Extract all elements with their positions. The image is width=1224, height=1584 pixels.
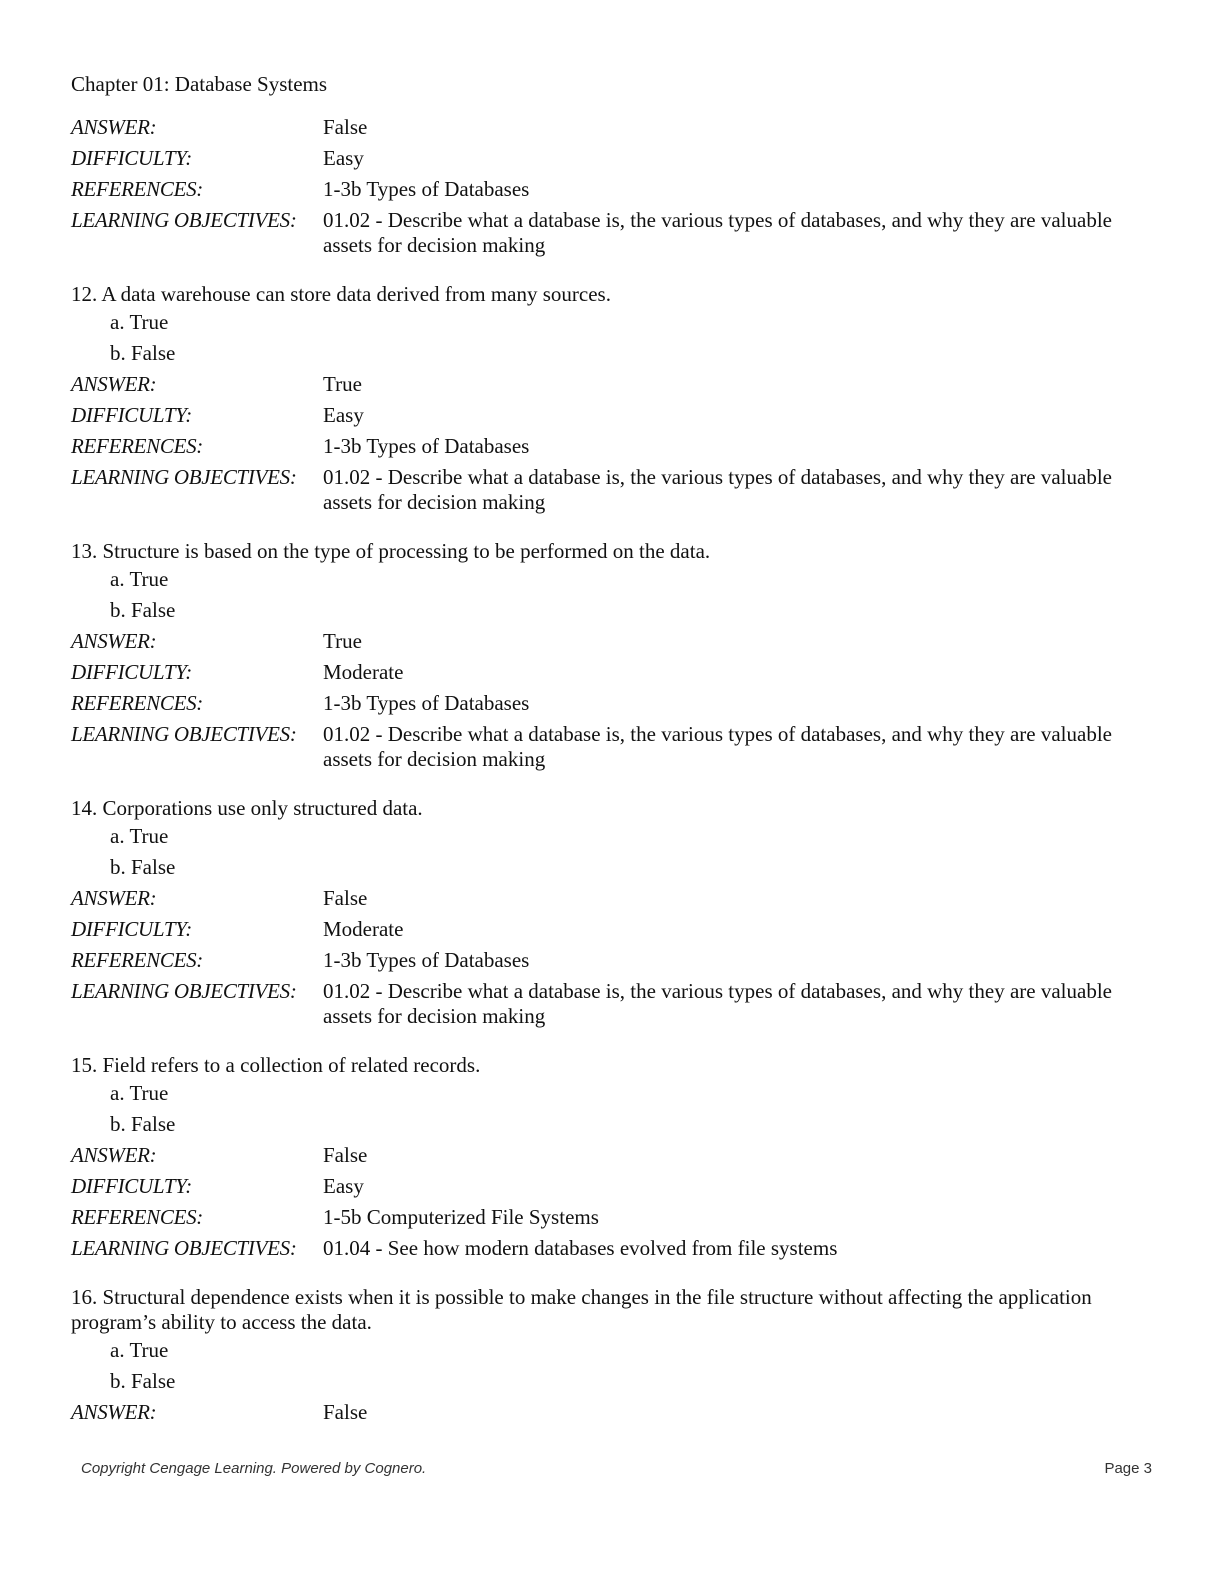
- references-label: REFERENCES:: [71, 691, 204, 715]
- question-16: [71, 1285, 1161, 1425]
- question-12: [71, 282, 1161, 515]
- references-label: REFERENCES:: [71, 1205, 204, 1229]
- answer-label: ANSWER:: [71, 886, 157, 910]
- answer-row: [71, 1143, 1161, 1168]
- answer-row: [71, 1400, 1161, 1425]
- references-value: 1-3b Types of Databases: [323, 434, 530, 458]
- references-row: [71, 177, 1161, 202]
- answer-value: False: [323, 115, 368, 139]
- learning-objectives-value: 01.02 - Describe what a database is, the various types of databases, and why they are valuable assets for decision making: [323, 979, 1112, 1028]
- answer-value: True: [323, 372, 362, 396]
- difficulty-value: Easy: [323, 403, 364, 427]
- question-15: [71, 1053, 1161, 1261]
- difficulty-row: [71, 1174, 1161, 1199]
- learning-objectives-value: 01.04 - See how modern databases evolved from file systems: [323, 1236, 838, 1260]
- difficulty-row: [71, 403, 1161, 428]
- learning-objectives-row: [71, 722, 1161, 772]
- option-b: b. False: [110, 1369, 176, 1393]
- answer-label: ANSWER:: [71, 115, 157, 139]
- question-13: [71, 539, 1161, 772]
- answer-label: ANSWER:: [71, 1400, 157, 1424]
- difficulty-value: Moderate: [323, 917, 404, 941]
- difficulty-label: DIFFICULTY:: [71, 660, 192, 684]
- question-text: 14. Corporations use only structured data.: [71, 796, 423, 820]
- difficulty-row: [71, 146, 1161, 171]
- option-b: b. False: [110, 1112, 176, 1136]
- references-value: 1-3b Types of Databases: [323, 948, 530, 972]
- learning-objectives-value: 01.02 - Describe what a database is, the various types of databases, and why they are valuable assets for decision making: [323, 208, 1112, 257]
- learning-objectives-row: [71, 465, 1161, 515]
- option-b: b. False: [110, 341, 176, 365]
- question-14: [71, 796, 1161, 1029]
- question-content: [71, 115, 1161, 1431]
- option-a: a. True: [110, 310, 169, 334]
- references-row: [71, 434, 1161, 459]
- question-text: 13. Structure is based on the type of processing to be performed on the data.: [71, 539, 711, 563]
- references-label: REFERENCES:: [71, 434, 204, 458]
- question-text: 16. Structural dependence exists when it is possible to make changes in the file structure without affecting the application program’s ability to access the data.: [71, 1285, 1092, 1334]
- answer-value: False: [323, 886, 368, 910]
- learning-objectives-label: LEARNING OBJECTIVES:: [71, 1236, 297, 1260]
- question-11-details: [71, 115, 1161, 258]
- references-label: REFERENCES:: [71, 948, 204, 972]
- references-row: [71, 948, 1161, 973]
- option-a: a. True: [110, 1338, 169, 1362]
- references-value: 1-5b Computerized File Systems: [323, 1205, 599, 1229]
- answer-row: [71, 629, 1161, 654]
- difficulty-value: Moderate: [323, 660, 404, 684]
- difficulty-value: Easy: [323, 146, 364, 170]
- answer-label: ANSWER:: [71, 372, 157, 396]
- learning-objectives-row: [71, 208, 1161, 258]
- learning-objectives-label: LEARNING OBJECTIVES:: [71, 722, 297, 746]
- learning-objectives-row: [71, 979, 1161, 1029]
- answer-row: [71, 886, 1161, 911]
- answer-label: ANSWER:: [71, 629, 157, 653]
- answer-row: [71, 115, 1161, 140]
- difficulty-label: DIFFICULTY:: [71, 146, 192, 170]
- learning-objectives-label: LEARNING OBJECTIVES:: [71, 208, 297, 232]
- difficulty-label: DIFFICULTY:: [71, 1174, 192, 1198]
- difficulty-row: [71, 660, 1161, 685]
- page-number: Page 3: [1104, 1460, 1152, 1477]
- learning-objectives-label: LEARNING OBJECTIVES:: [71, 979, 297, 1003]
- option-a: a. True: [110, 824, 169, 848]
- difficulty-value: Easy: [323, 1174, 364, 1198]
- chapter-title: Chapter 01: Database Systems: [71, 72, 328, 96]
- question-text: 12. A data warehouse can store data derived from many sources.: [71, 282, 611, 306]
- references-value: 1-3b Types of Databases: [323, 691, 530, 715]
- answer-row: [71, 372, 1161, 397]
- answer-label: ANSWER:: [71, 1143, 157, 1167]
- learning-objectives-row: [71, 1236, 1161, 1261]
- footer-copyright: Copyright Cengage Learning. Powered by Cognero.: [81, 1460, 427, 1477]
- difficulty-label: DIFFICULTY:: [71, 917, 192, 941]
- references-value: 1-3b Types of Databases: [323, 177, 530, 201]
- references-row: [71, 1205, 1161, 1230]
- references-row: [71, 691, 1161, 716]
- option-b: b. False: [110, 598, 176, 622]
- difficulty-row: [71, 917, 1161, 942]
- learning-objectives-label: LEARNING OBJECTIVES:: [71, 465, 297, 489]
- option-b: b. False: [110, 855, 176, 879]
- difficulty-label: DIFFICULTY:: [71, 403, 192, 427]
- answer-value: False: [323, 1143, 368, 1167]
- option-a: a. True: [110, 567, 169, 591]
- learning-objectives-value: 01.02 - Describe what a database is, the various types of databases, and why they are valuable assets for decision making: [323, 722, 1112, 771]
- references-label: REFERENCES:: [71, 177, 204, 201]
- learning-objectives-value: 01.02 - Describe what a database is, the various types of databases, and why they are valuable assets for decision making: [323, 465, 1112, 514]
- answer-value: True: [323, 629, 362, 653]
- question-text: 15. Field refers to a collection of related records.: [71, 1053, 481, 1077]
- answer-value: False: [323, 1400, 368, 1424]
- option-a: a. True: [110, 1081, 169, 1105]
